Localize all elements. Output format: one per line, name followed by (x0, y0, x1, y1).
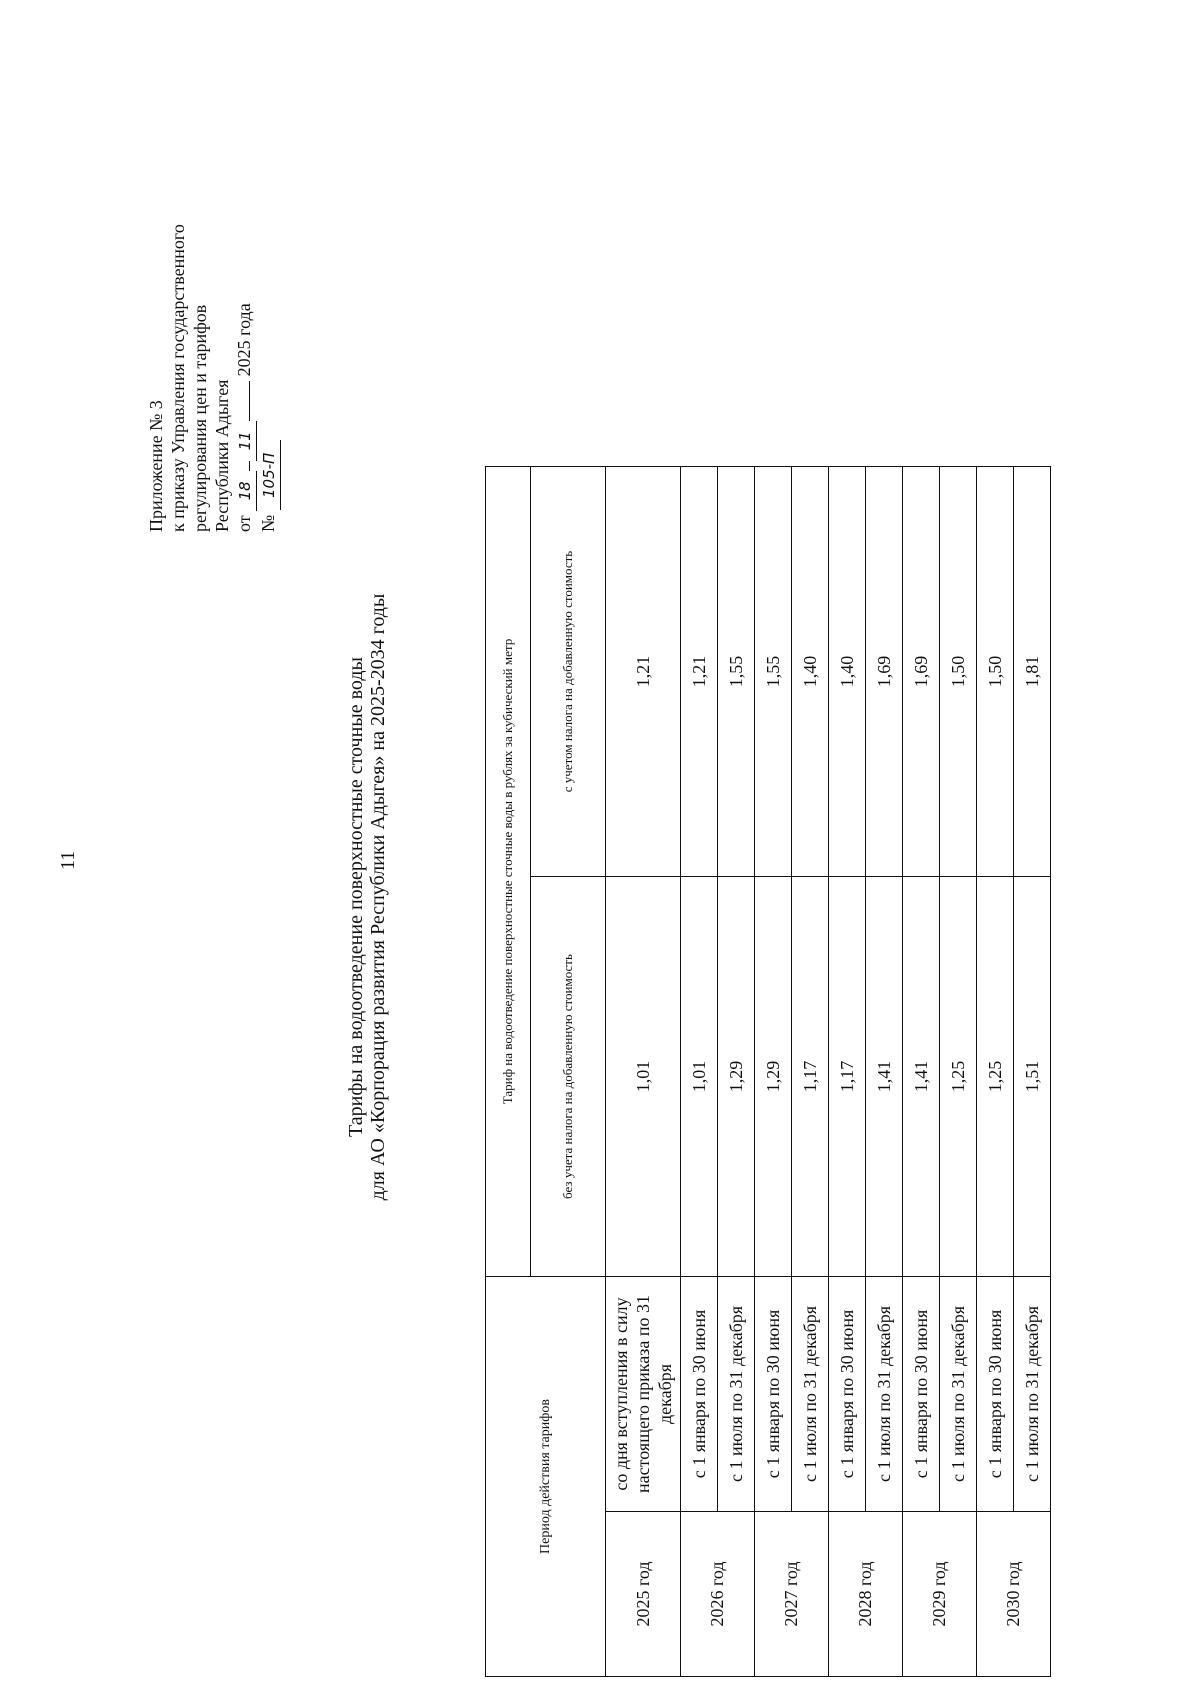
row-with-vat: 1,21 (681, 467, 718, 877)
row-period: с 1 января по 30 июня (681, 1277, 718, 1512)
row-no-vat: 1,29 (755, 877, 792, 1277)
row-period: с 1 июля по 31 декабря (792, 1277, 829, 1512)
row-with-vat: 1,50 (977, 467, 1014, 877)
date-month: 11 (234, 421, 257, 461)
header-no-vat: без учета налога на добавленную стоимость (531, 877, 606, 1277)
row-year: 2030 год (977, 1512, 1051, 1677)
title-line-1: Тарифы на водоотведение поверхностные сточные воды (345, 657, 367, 1137)
date-gap (249, 461, 250, 471)
row-year: 2026 год (681, 1512, 755, 1677)
table-row (792, 467, 829, 1677)
row-with-vat: 1,69 (903, 467, 940, 877)
date-prefix: от (234, 515, 254, 532)
row-no-vat: 1,01 (606, 877, 681, 1277)
table-row (718, 467, 755, 1677)
row-no-vat: 1,51 (1014, 877, 1051, 1277)
row-with-vat: 1,55 (755, 467, 792, 877)
header-with-vat: с учетом налога на добавленную стоимость (531, 467, 606, 877)
row-period: с 1 июля по 31 декабря (1014, 1277, 1051, 1512)
row-no-vat: 1,17 (792, 877, 829, 1277)
row-period: с 1 июля по 31 декабря (940, 1277, 977, 1512)
row-period: со дня вступления в силу настоящего приказа по 31 декабря (606, 1277, 681, 1512)
tariff-table (485, 466, 1051, 1677)
appendix-line-4: Республики Адыгея (212, 379, 232, 532)
table-row (829, 467, 866, 1677)
row-no-vat: 1,01 (681, 877, 718, 1277)
header-period: Период действия тарифов (486, 1277, 606, 1677)
row-year: 2027 год (755, 1512, 829, 1677)
row-with-vat: 1,69 (866, 467, 903, 877)
appendix-line-2: к приказу Управления государственного (168, 224, 188, 532)
row-no-vat: 1,25 (977, 877, 1014, 1277)
header-tariff: Тариф на водоотведение поверхностные сточные воды в рублях за кубический метр (486, 467, 531, 1277)
row-with-vat: 1,40 (792, 467, 829, 877)
date-day: 18 (234, 471, 257, 511)
row-no-vat: 1,25 (940, 877, 977, 1277)
row-with-vat: 1,81 (1014, 467, 1051, 877)
row-no-vat: 1,41 (866, 877, 903, 1277)
row-year: 2025 год (606, 1512, 681, 1677)
table-row (755, 467, 792, 1677)
title-line-2: для АО «Корпорация развития Республики Адыгея» на 2025-2034 годы (367, 593, 389, 1201)
date-suffix: 2025 года (234, 303, 254, 377)
row-no-vat: 1,17 (829, 877, 866, 1277)
table-row (977, 467, 1014, 1677)
row-with-vat: 1,55 (718, 467, 755, 877)
row-period: с 1 января по 30 июня (829, 1277, 866, 1512)
row-with-vat: 1,40 (829, 467, 866, 877)
appendix-date (233, 224, 257, 532)
table-row (1014, 467, 1051, 1677)
number-value: 105-П (258, 440, 281, 510)
row-no-vat: 1,29 (718, 877, 755, 1277)
table-row (903, 467, 940, 1677)
number-prefix: № (258, 514, 278, 532)
appendix-block (145, 224, 281, 532)
row-period: с 1 января по 30 июня (903, 1277, 940, 1512)
page-number: 11 (57, 850, 79, 870)
table-row (940, 467, 977, 1677)
row-period: с 1 июля по 31 декабря (718, 1277, 755, 1512)
table-row (606, 467, 681, 1677)
row-period: с 1 июля по 31 декабря (866, 1277, 903, 1512)
document-title (345, 397, 389, 1397)
appendix-line-3: регулирования цен и тарифов (190, 304, 210, 532)
row-with-vat: 1,50 (940, 467, 977, 877)
row-with-vat: 1,21 (606, 467, 681, 877)
table-row (866, 467, 903, 1677)
row-no-vat: 1,41 (903, 877, 940, 1277)
row-period: с 1 января по 30 июня (977, 1277, 1014, 1512)
table-row (681, 467, 718, 1677)
row-year: 2029 год (903, 1512, 977, 1677)
date-gap-2 (249, 381, 250, 421)
row-year: 2028 год (829, 1512, 903, 1677)
appendix-line-1: Приложение № 3 (146, 400, 166, 532)
row-period: с 1 января по 30 июня (755, 1277, 792, 1512)
appendix-number (257, 224, 281, 532)
